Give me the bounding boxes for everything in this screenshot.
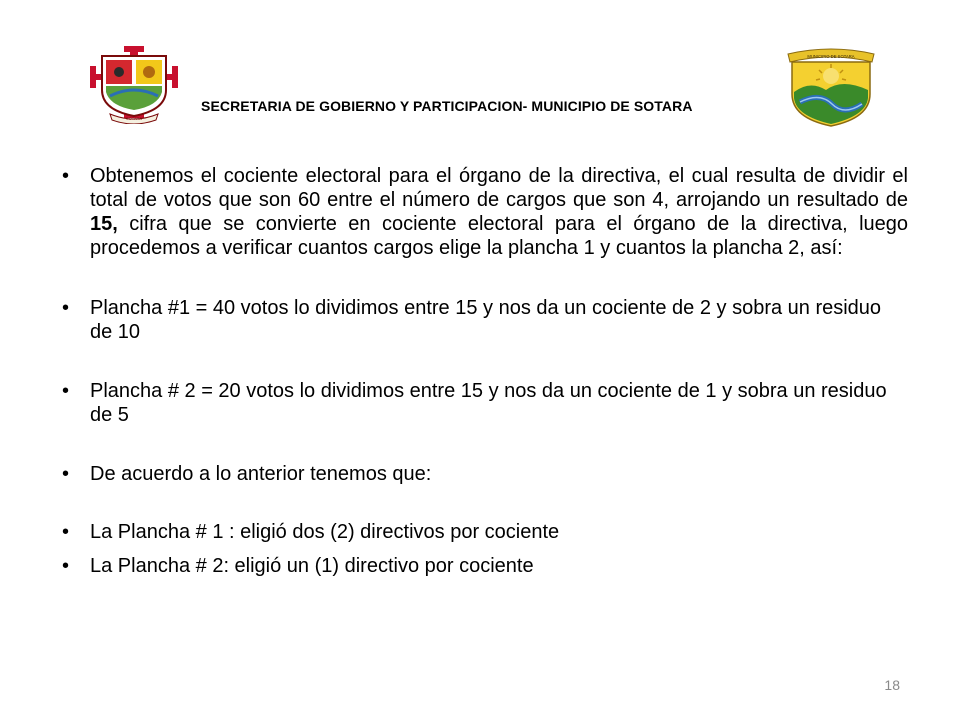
municipal-coat-of-arms-icon — [88, 44, 180, 124]
bullet-marker: • — [62, 521, 70, 543]
bullet-text-before: Obtenemos el cociente electoral para el órgano de la directiva, el cual resulta de dividir el total de votos que son 60 entre el número de cargos que son 4, arrojando un resultado de — [90, 165, 908, 211]
bullet-marker: • — [62, 165, 70, 187]
bullet-text: De acuerdo a lo anterior tenemos que: — [90, 463, 432, 485]
list-item — [62, 379, 908, 427]
slide-content — [62, 164, 908, 578]
list-item — [62, 296, 908, 344]
bullet-text: Plancha # 2 = 20 votos lo dividimos entre 15 y nos da un cociente de 1 y sobra un residuo de 5 — [90, 380, 887, 426]
shield-banner-text: MUNICIPIO DE SOTARA — [807, 54, 855, 59]
coat-ribbon-text: SOTARA — [125, 116, 143, 121]
bullet-text-bold: 15, — [90, 213, 118, 235]
bullet-marker: • — [62, 297, 70, 319]
list-item — [62, 164, 908, 260]
bullet-marker: • — [62, 380, 70, 402]
page-number: 18 — [884, 677, 900, 693]
bullet-marker: • — [62, 555, 70, 577]
bullet-text — [90, 164, 908, 260]
bullet-text-after: cifra que se convierte en cociente electoral para el órgano de la directiva, luego procedemos a verificar cuantos cargos elige la plancha 1 y cuantos la plancha 2, así: — [90, 213, 908, 259]
sotara-shield-icon — [780, 46, 882, 128]
list-item — [62, 520, 908, 544]
header-title: SECRETARIA DE GOBIERNO Y PARTICIPACION- MUNICIPIO DE SOTARA — [201, 98, 693, 114]
bullet-text: La Plancha # 2: eligió un (1) directivo por cociente — [90, 555, 534, 577]
list-item — [62, 462, 908, 486]
bullet-text: La Plancha # 1 : eligió dos (2) directivos por cociente — [90, 521, 560, 543]
bullet-text: Plancha #1 = 40 votos lo dividimos entre 15 y nos da un cociente de 2 y sobra un residuo de 10 — [90, 297, 882, 343]
bullet-marker: • — [62, 463, 70, 485]
list-item — [62, 554, 908, 578]
